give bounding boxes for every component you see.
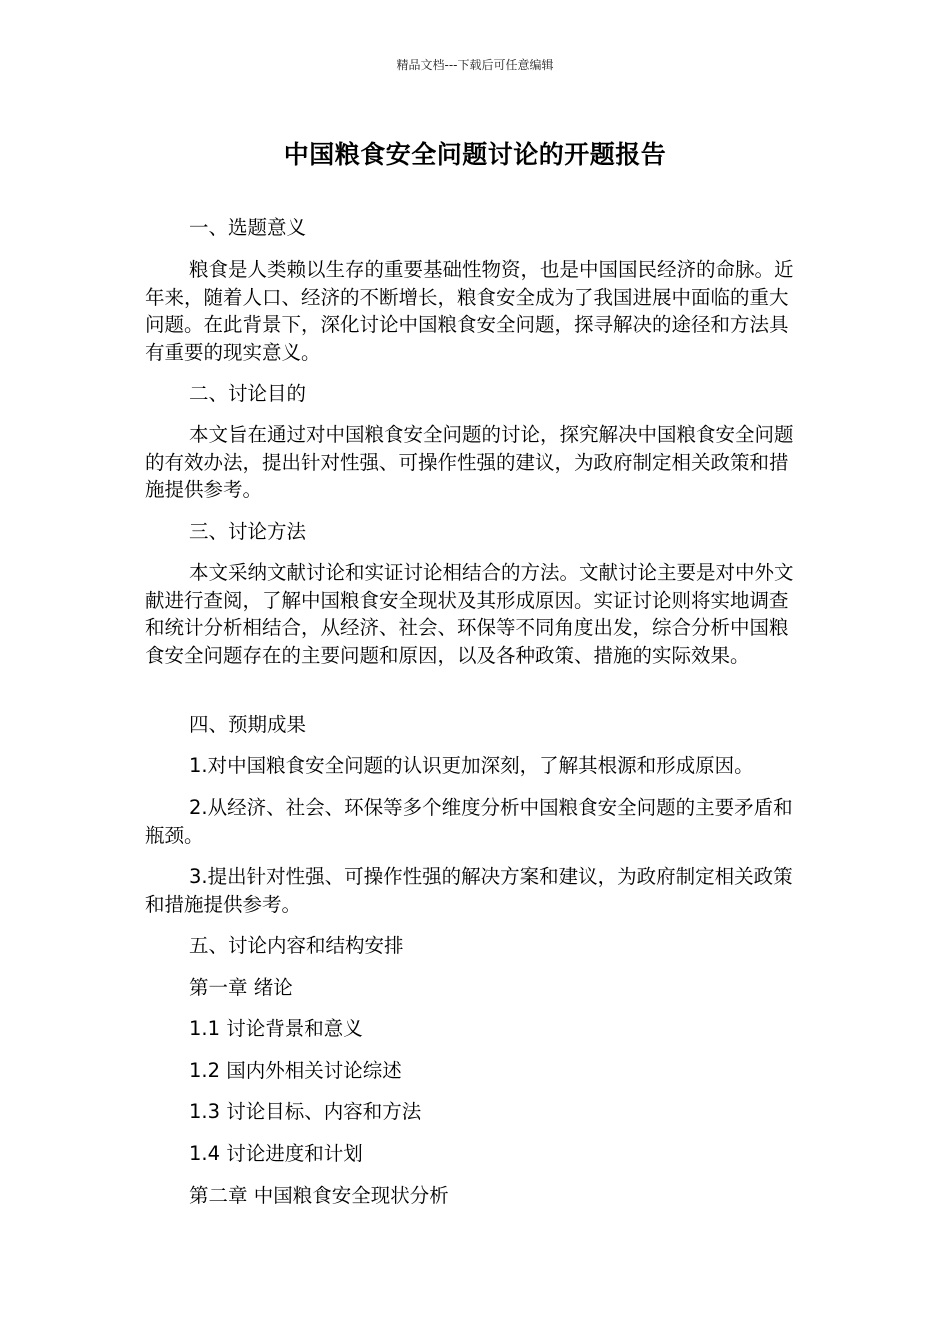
section-paragraph-method: 本文采纳文献讨论和实证讨论相结合的方法。文献讨论主要是对中外文献进行查阅，了解中国粮食安全现状及其形成原因。实证讨论则将实地调查和统计分析相结合，从经济、社会、环保等不同角度出发，综合分析中国粮食安全问题存在的主要问题和原因，以及各种政策、措施的实际效果。 <box>145 561 794 667</box>
section-heading-purpose: 二、讨论目的 <box>189 382 307 405</box>
subsection-item: 1.1 讨论背景和意义 <box>189 1017 363 1040</box>
outcome-item: 1.对中国粮食安全问题的认识更加深刻，了解其根源和形成原因。 <box>189 754 754 777</box>
subsection-item: 1.2 国内外相关讨论综述 <box>189 1059 402 1082</box>
document-title: 中国粮食安全问题讨论的开题报告 <box>283 140 667 169</box>
section-heading-structure: 五、讨论内容和结构安排 <box>189 934 404 957</box>
outcome-item: 2.从经济、社会、环保等多个维度分析中国粮食安全问题的主要矛盾和瓶颈。 <box>145 796 793 847</box>
section-heading-method: 三、讨论方法 <box>189 520 307 543</box>
subsection-item: 1.3 讨论目标、内容和方法 <box>189 1100 422 1123</box>
subsection-item: 1.4 讨论进度和计划 <box>189 1142 363 1165</box>
section-paragraph-significance: 粮食是人类赖以生存的重要基础性物资，也是中国国民经济的命脉。近年来，随着人口、经济的不断增长，粮食安全成为了我国进展中面临的重大问题。在此背景下，深化讨论中国粮食安全问题，探寻解决的途径和方法具有重要的现实意义。 <box>145 258 794 364</box>
chapter-heading: 第一章 绪论 <box>189 976 293 999</box>
outcome-item: 3.提出针对性强、可操作性强的解决方案和建议，为政府制定相关政策和措施提供参考。 <box>145 865 793 916</box>
section-heading-significance: 一、选题意义 <box>189 216 307 239</box>
section-paragraph-purpose: 本文旨在通过对中国粮食安全问题的讨论，探究解决中国粮食安全问题的有效办法，提出针对性强、可操作性强的建议，为政府制定相关政策和措施提供参考。 <box>145 423 794 501</box>
page-header: 精品文档---下载后可任意编辑 <box>396 58 554 72</box>
chapter-heading: 第二章 中国粮食安全现状分析 <box>189 1184 449 1207</box>
section-heading-outcomes: 四、预期成果 <box>189 713 307 736</box>
